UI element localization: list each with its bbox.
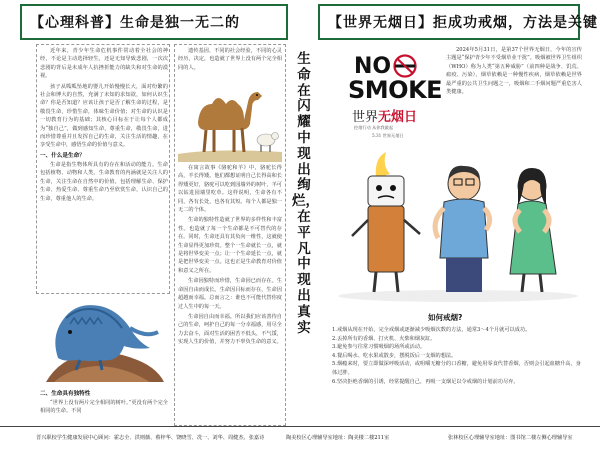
- heading-uniqueness: 二、生命具有独特性: [40, 391, 91, 397]
- left-title-box: [20, 4, 288, 40]
- no-tobacco-day-paragraph: 2024年5月31日，是第37个世界无烟日，今年的宣传主题是“保护青少年不受烟草业干扰”。吸烟被世界卫生组织（WHO）称为人类“第五种威胁”（前四种是战争、饥荒、瘟疫、污染），烟草依赖是一种慢性疾病，烟草依赖是世界最严重的公共卫生问题之一，吸烟和二手烟问题严重危害人类健康。: [446, 47, 582, 96]
- how-to-quit-list: [332, 326, 584, 386]
- right-intro-text: [446, 46, 582, 98]
- what-is-life-paragraph: 生命是指生物体所具有的存在和活动的能力。生命包括植物、动物和人类。生命教育的内涵就是关注人的生命，关注生命在自然中的价值，包括理解生命、保护生命、热爱生命、尊重生命乃至欣赏生命，认识自己的生命，尊重他人的生命。: [40, 161, 168, 202]
- quit-tip-5: 5.烟瘾来时，要立即做深呼吸活动，或咀嚼无糖分的口香糖，避免用零食代替香烟，否则会引起血糖升高，身体过胖。: [332, 361, 581, 376]
- quit-tip-2: 2.丢掉所有的香烟、打火机、火柴和烟灰缸。: [332, 335, 436, 342]
- right-title: 【世界无烟日】拒成功戒烟，方法是关键: [328, 15, 598, 31]
- heading-what-is-life: 一、什么是生命？: [40, 152, 85, 159]
- sign-no-text: NO: [354, 54, 392, 79]
- footer-zhanglin-address: 张林校区心理辅导室地址：图书馆二楼左侧心理辅导室: [448, 435, 573, 441]
- left-column-text: [40, 47, 168, 205]
- intro-paragraph-1: 近年来，青少年生命危机事件常动着全社会的神经，不论是主动选择轻生，还是无知导致悲剧，一次次悲剧的背后是未成年人抗挫折能力的缺失和对生命的漠视。: [40, 48, 168, 80]
- footer-advisors: 晋兴职校学生健康发展中心顾问：霍志全、洪则薇、蔡梓华、饶晓雪、冼一、刘华、周健杰、张嘉诗: [36, 435, 265, 441]
- sign-world-no-tobacco-day: [352, 106, 417, 125]
- middle-top-text: [178, 47, 282, 74]
- sign-slogan-text: 控烟行动 从你我做起: [354, 125, 394, 130]
- quit-tip-1: 1.戒烟从现在开始，完全戒烟或逐渐减少吸烟次数的方法，通常3～4个月就可以成功。: [332, 327, 531, 333]
- sign-date-text: 5.31 世界无烟日: [372, 133, 404, 138]
- right-title-box: [318, 4, 598, 40]
- sign-smoke-text: SMOKE: [348, 76, 443, 104]
- uniqueness-paragraph: “世界上没有两片完全相同的树叶。”更没有两个完全相同的生命。不同: [40, 400, 168, 415]
- cigarette-character: [352, 152, 420, 292]
- footer-taomei-address: 陶美校区心理辅导室地址：陶美楼二楼211室: [286, 435, 390, 441]
- left-column-bottom: [40, 390, 168, 418]
- middle-top-paragraph: 遗传基因、不同的社会经验，不同的心灵经历，决定，也造就了世界上没有两个完全相同的人。: [178, 48, 282, 71]
- footer-bar: [0, 426, 600, 450]
- lizard-on-rock-illustration: [40, 288, 168, 388]
- sign-cn-part-b: 无烟日: [378, 110, 418, 125]
- existence-paragraph: 生命因独特而珍惜，生命因已而存在。生命因自由而成长。生命因目标而存在，生命因超越而幸福。总而言之：谁也不可能代替你度过人生中的每一天。: [178, 278, 282, 310]
- cherish-life-paragraph: 生命因自由而幸福。所以我们应该善待自己的生命，呵护自己的每一分幸福感，用尽全力去奋斗，面对生活的困苦不低头，不气馁，实现人生的价值，并努力不辜负生命的意义。: [178, 313, 282, 346]
- no-smoking-icon: [390, 54, 420, 78]
- middle-column-text: [178, 164, 282, 349]
- man-character: [435, 166, 489, 292]
- diversity-paragraph: 生命的独特性造就了世界的多样性和丰富性。也造就了每一个生命都是不可替代的存在。同时，生命还具有其负向一维性，这就使生命显得更加珍贵。整个一生命就长一点，就是将世界变美一点；让一个生命延长一点，就是把世界变美一点。这也正是生命教育对价值和意义之所在。: [178, 217, 282, 274]
- camel-story-paragraph: 在寓言故事《骆驼和羊》中，骆驼长得高，羊长得矮。他们都想证明自己长得高和长得矮更好，骆驼可以吃到园墙外的树叶，羊可以钻进园墙里吃草。这样说明，生命各有不同，各有长处，也各有其短。每个人都是独一无二的个体。: [178, 165, 282, 214]
- quit-tip-3: 3.避免参与往常习惯吸烟的场所或活动。: [332, 344, 426, 351]
- sign-cn-part-a: 世界: [352, 110, 379, 125]
- intro-paragraph-2: 孩子从呱呱坠地的婴儿开始慢慢长大，面对纷繁的社会和博大的自然，充满了未知的求知欲，如何认识生命？你是否知道？应该让孩子是否了解生命的过程，是敬畏生命，珍惜生命，体味生命价值；对生命的认识是一切教育行为的基础；其核心目标在于让每个人都成为“独自己”，做到感知生命，尊重生命，敬畏生命，进而珍惜尊重并且发挥自己的生命，关注生活的情趣，在享受生命中，感悟生命的价值与意义。: [40, 83, 168, 149]
- camel-and-sheep-illustration: [178, 78, 282, 162]
- left-title: 【心理科普】生命是独一无二的: [30, 15, 240, 31]
- vertical-slogan: 生命在闪耀中现出绚烂，在平凡中现出真实: [292, 51, 319, 336]
- quit-tip-4: 4.餐后喝水、吃水果或散步，摆脱饭后一支烟的想法。: [332, 352, 457, 359]
- woman-character: [510, 168, 556, 292]
- anti-smoking-cartoon-illustration: [334, 146, 582, 304]
- how-to-quit-title: 如何戒烟?: [428, 313, 463, 322]
- no-smoke-sign: [334, 48, 444, 140]
- quit-tip-6: 6.坚决拒绝香烟的引诱，经常提醒自己，再吸一支烟足以令戒烟的计划前功尽弃。: [332, 378, 519, 385]
